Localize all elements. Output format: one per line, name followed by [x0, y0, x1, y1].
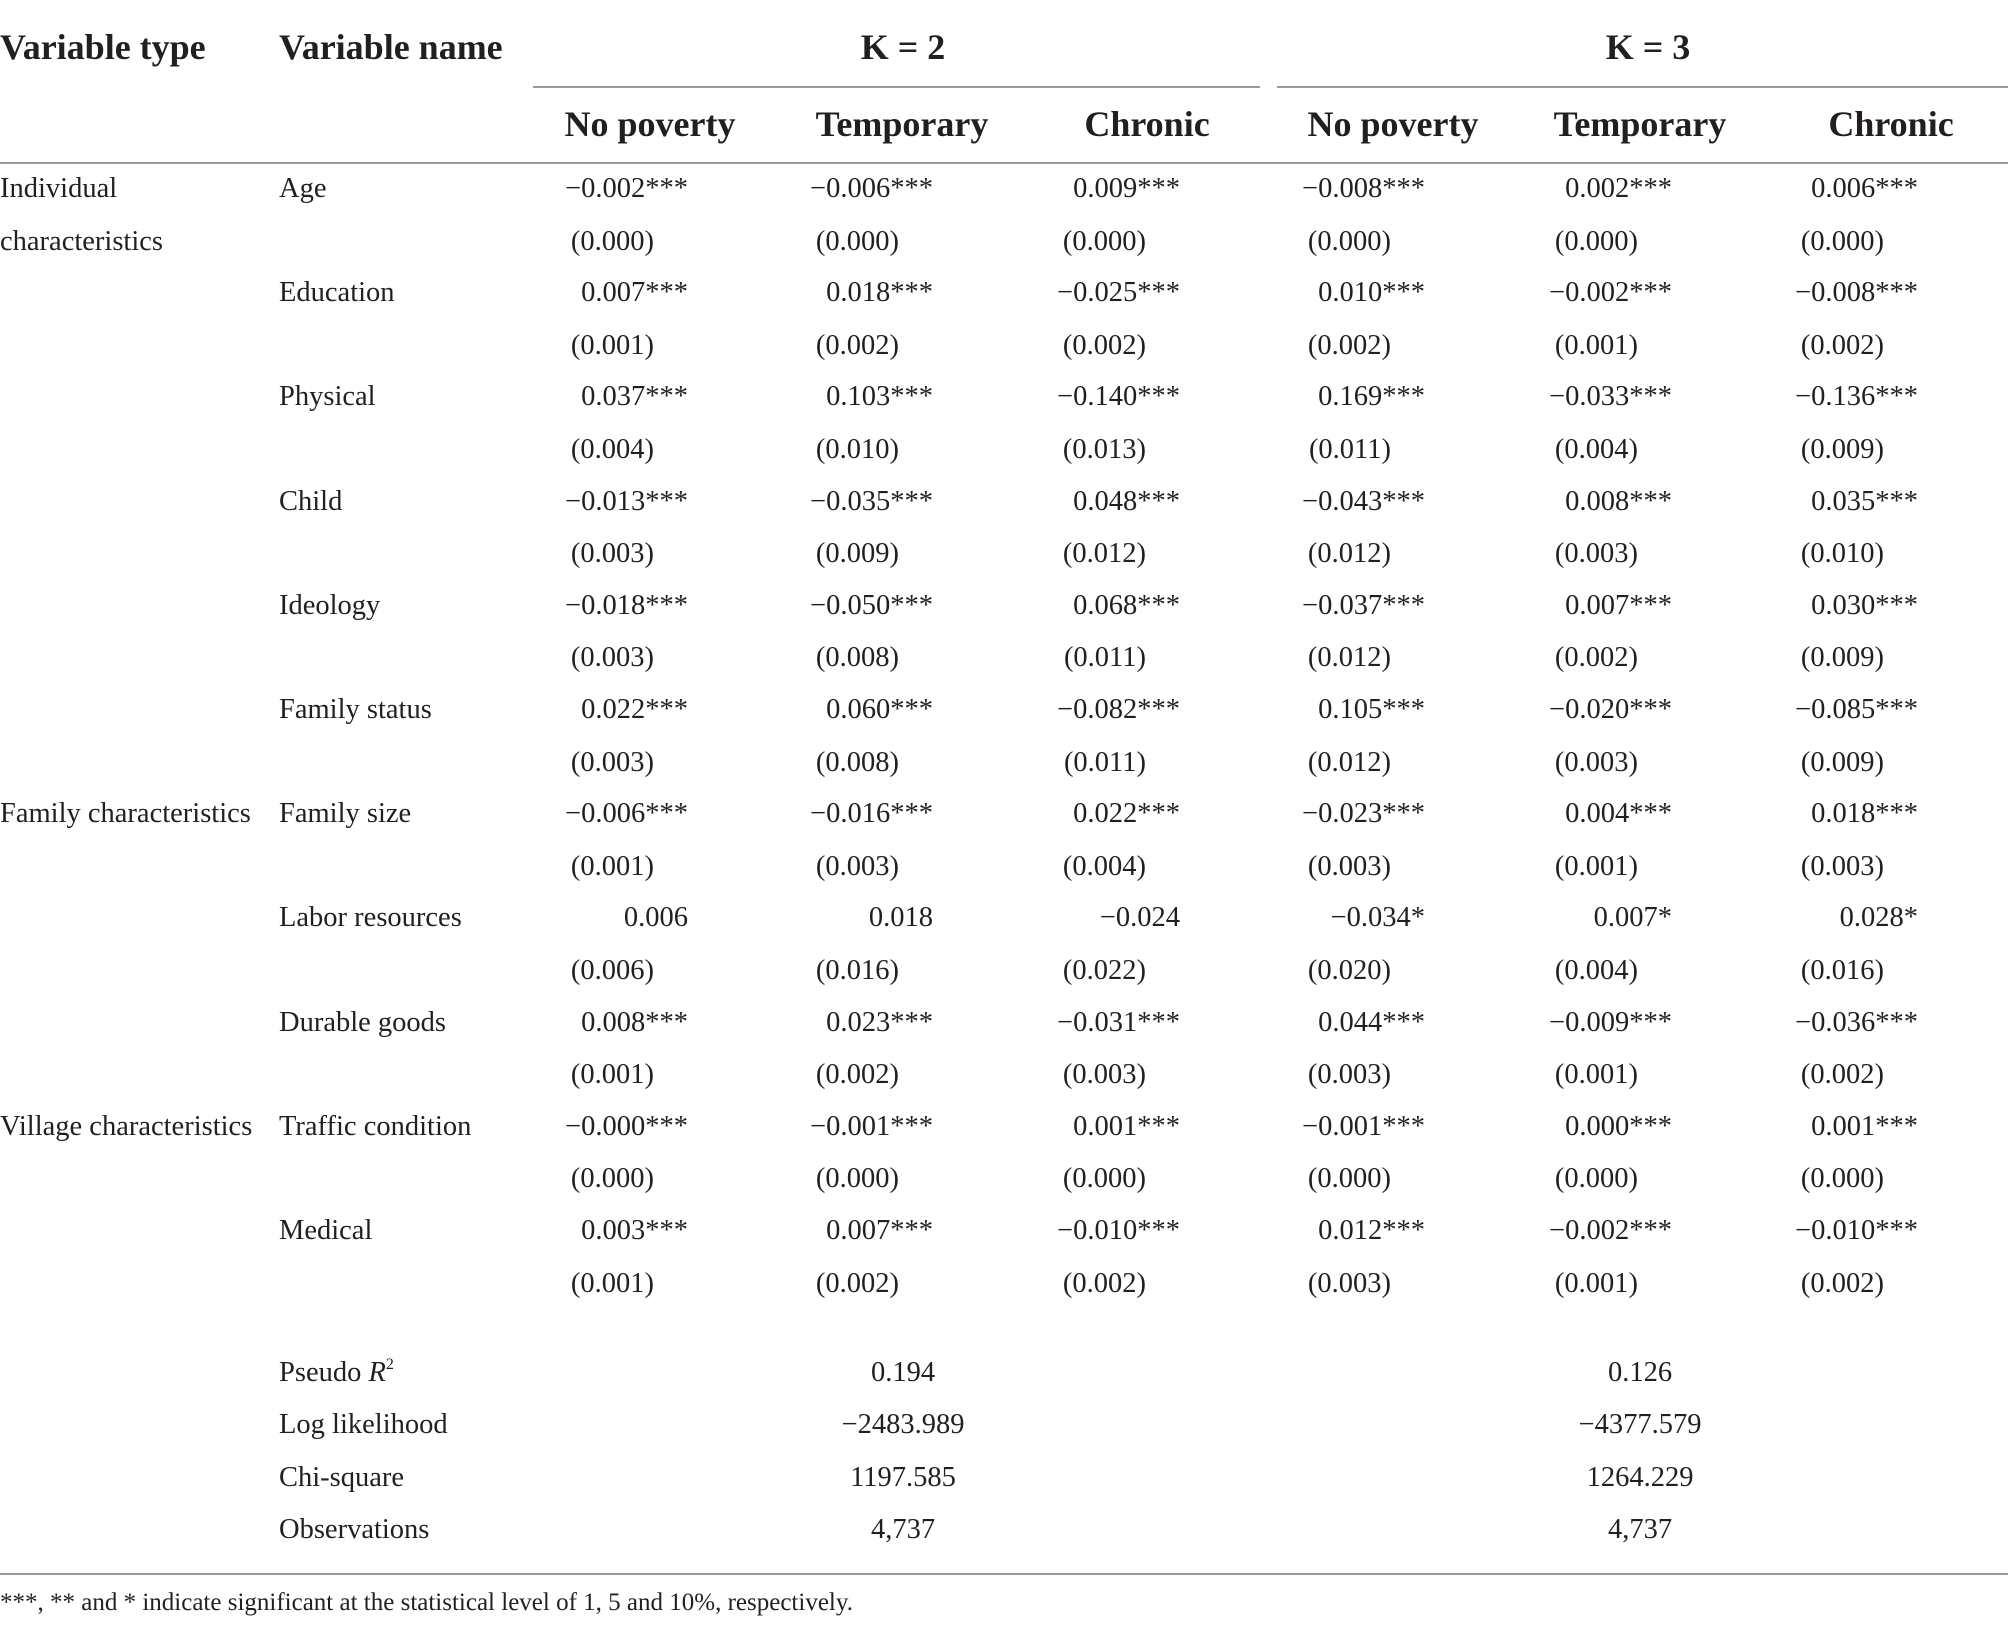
stat-label: [279, 1411, 448, 1440]
stat-value-k3: 1264.229: [1586, 1461, 1694, 1493]
variable-name: Labor resources: [279, 902, 462, 934]
se-cell: (0.016): [1800, 954, 1884, 986]
se-cell: (0.009): [1800, 433, 1884, 465]
coef-cell: 0.008***: [1565, 485, 1672, 517]
se-cell: (0.003): [1307, 1267, 1391, 1299]
se-cell: (0.002): [815, 1059, 899, 1091]
coef-cell: −0.006***: [810, 173, 933, 204]
coef-cell: −0.000***: [565, 1110, 688, 1142]
coef-cell: 0.018***: [826, 277, 933, 309]
variable-name: Ideology: [279, 589, 381, 621]
coef-cell: 0.001***: [1073, 1110, 1180, 1142]
coef-cell: −0.025***: [1057, 277, 1180, 309]
header-group-k2: K = 2: [860, 27, 946, 67]
se-cell: (0.002): [1800, 1267, 1884, 1299]
coef-cell: −0.034*: [1330, 902, 1425, 934]
variable-name: Traffic condition: [279, 1110, 472, 1142]
se-cell: (0.001): [570, 329, 654, 361]
coef-cell: 0.000***: [1565, 1110, 1672, 1142]
stat-value-k3: −4377.579: [1578, 1409, 1702, 1441]
se-cell: (0.000): [1554, 1163, 1638, 1195]
subheader-k2-chronic: Chronic: [1084, 104, 1210, 144]
coef-cell: −0.009***: [1549, 1006, 1672, 1038]
coef-cell: 0.009***: [1073, 173, 1180, 204]
coef-cell: −0.136***: [1795, 381, 1918, 413]
coef-cell: −0.008***: [1795, 277, 1918, 309]
se-cell: (0.001): [570, 1059, 654, 1091]
coef-cell: 0.028*: [1839, 902, 1918, 934]
coef-cell: −0.024: [1099, 902, 1180, 934]
coef-cell: 0.037***: [581, 381, 688, 413]
se-cell: (0.001): [1554, 850, 1638, 882]
coef-cell: 0.105***: [1318, 694, 1425, 725]
se-cell: (0.003): [1800, 850, 1884, 882]
se-cell: (0.003): [570, 746, 654, 778]
coef-cell: 0.007***: [1565, 589, 1672, 621]
coef-cell: 0.003***: [581, 1215, 688, 1246]
stat-label: [279, 1356, 394, 1388]
coef-cell: −0.082***: [1057, 694, 1180, 725]
se-cell: (0.000): [815, 1163, 899, 1195]
subheader-k2-no-poverty: No poverty: [564, 104, 736, 144]
header-variable-name: Variable name: [279, 27, 503, 67]
coef-cell: 0.007***: [581, 277, 688, 309]
se-cell: (0.012): [1307, 538, 1391, 570]
variable-type-label: Village characteristics: [0, 1110, 253, 1142]
stat-value-k2: 1197.585: [850, 1461, 956, 1493]
coef-cell: −0.037***: [1302, 589, 1425, 621]
coef-cell: −0.010***: [1795, 1215, 1918, 1246]
se-cell: (0.001): [1554, 329, 1638, 361]
coef-cell: 0.001***: [1811, 1110, 1918, 1142]
se-cell: (0.011): [1063, 746, 1146, 778]
se-cell: (0.004): [1554, 433, 1638, 465]
variable-name: Durable goods: [279, 1006, 447, 1038]
se-cell: (0.012): [1062, 538, 1146, 570]
coef-cell: −0.013***: [565, 485, 688, 517]
se-cell: (0.000): [1800, 1163, 1884, 1195]
coef-cell: −0.002***: [565, 173, 688, 204]
table-bottom-rule: [0, 1573, 2008, 1575]
se-cell: (0.010): [815, 433, 899, 465]
se-cell: (0.003): [570, 538, 654, 570]
stat-label: [279, 1513, 430, 1545]
stat-value-k3: 0.126: [1607, 1357, 1673, 1388]
coef-cell: −0.006***: [565, 798, 688, 830]
se-cell: (0.000): [570, 225, 654, 257]
stat-label-text: Observations: [279, 1513, 430, 1545]
coef-cell: −0.036***: [1795, 1006, 1918, 1038]
se-cell: (0.009): [1800, 642, 1884, 674]
coef-cell: 0.022***: [1073, 798, 1180, 830]
variable-name: Family size: [279, 798, 412, 830]
se-cell: (0.000): [1800, 225, 1884, 257]
coef-cell: −0.002***: [1549, 1215, 1672, 1246]
se-cell: (0.000): [1062, 1163, 1146, 1195]
se-cell: (0.002): [815, 329, 899, 361]
coef-cell: 0.008***: [581, 1006, 688, 1038]
coef-cell: −0.002***: [1549, 277, 1672, 309]
subheader-k2-temporary: Temporary: [815, 104, 989, 144]
se-cell: (0.000): [815, 225, 899, 257]
se-cell: (0.001): [570, 1267, 654, 1299]
coef-cell: 0.012***: [1318, 1215, 1425, 1246]
coef-cell: −0.023***: [1302, 798, 1425, 830]
se-cell: (0.011): [1063, 642, 1146, 674]
coef-cell: −0.033***: [1549, 381, 1672, 413]
coef-cell: 0.006***: [1811, 173, 1918, 204]
se-cell: (0.004): [1554, 954, 1638, 986]
se-cell: (0.000): [570, 1163, 654, 1195]
se-cell: (0.000): [1307, 1163, 1391, 1195]
variable-name: Age: [279, 173, 327, 204]
se-cell: (0.011): [1308, 433, 1391, 465]
coef-cell: 0.103***: [826, 381, 933, 413]
coef-cell: −0.008***: [1302, 173, 1425, 204]
se-cell: (0.003): [1307, 850, 1391, 882]
coef-cell: 0.002***: [1565, 173, 1672, 204]
se-cell: (0.010): [1800, 538, 1884, 570]
subheader-k3-no-poverty: No poverty: [1307, 104, 1479, 144]
se-cell: (0.000): [1062, 225, 1146, 257]
coef-cell: −0.085***: [1795, 694, 1918, 725]
footnote: ***, ** and * indicate significant at the statistical level of 1, 5 and 10%, respectively.: [0, 1589, 853, 1616]
coef-cell: 0.068***: [1073, 589, 1180, 621]
subheader-k3-chronic: Chronic: [1828, 104, 1954, 144]
coef-cell: 0.035***: [1811, 485, 1918, 517]
se-cell: (0.002): [1554, 642, 1638, 674]
coef-cell: −0.001***: [810, 1110, 933, 1142]
se-cell: (0.012): [1307, 642, 1391, 674]
se-cell: (0.016): [815, 954, 899, 986]
variable-name: Physical: [279, 381, 376, 413]
coef-cell: −0.020***: [1549, 694, 1672, 725]
coef-cell: −0.018***: [565, 589, 688, 621]
coef-cell: 0.018***: [1811, 798, 1918, 830]
coef-cell: 0.018: [868, 902, 933, 934]
se-cell: (0.008): [815, 642, 899, 674]
coef-cell: 0.004***: [1565, 798, 1672, 830]
se-cell: (0.002): [1800, 1059, 1884, 1091]
se-cell: (0.004): [1062, 850, 1146, 882]
se-cell: (0.003): [815, 850, 899, 882]
se-cell: (0.003): [1554, 538, 1638, 570]
coef-cell: −0.001***: [1302, 1110, 1425, 1142]
coef-cell: 0.048***: [1073, 485, 1180, 517]
se-cell: (0.001): [1554, 1059, 1638, 1091]
se-cell: (0.006): [570, 954, 654, 986]
coef-cell: 0.007***: [826, 1215, 933, 1246]
se-cell: (0.002): [1800, 329, 1884, 361]
se-cell: (0.009): [1800, 746, 1884, 778]
coef-cell: −0.050***: [810, 589, 933, 621]
header-variable-type: Variable type: [0, 27, 206, 67]
variable-name: Family status: [279, 694, 432, 725]
se-cell: (0.022): [1062, 954, 1146, 986]
se-cell: (0.000): [1554, 225, 1638, 257]
stat-label-text: Chi-square: [279, 1461, 405, 1493]
variable-name: Child: [279, 485, 343, 517]
se-cell: (0.002): [1307, 329, 1391, 361]
se-cell: (0.000): [1307, 225, 1391, 257]
stat-label-text: Log likelihood: [279, 1409, 448, 1441]
variable-name: Medical: [279, 1215, 373, 1246]
coef-cell: 0.022***: [581, 694, 688, 725]
se-cell: (0.020): [1307, 954, 1391, 986]
se-cell: (0.004): [570, 433, 654, 465]
se-cell: (0.009): [815, 538, 899, 570]
se-cell: (0.002): [1062, 1267, 1146, 1299]
coef-cell: 0.007*: [1593, 902, 1672, 934]
se-cell: (0.012): [1307, 746, 1391, 778]
stat-value-k3: 4,737: [1607, 1513, 1673, 1545]
coef-cell: 0.023***: [826, 1006, 933, 1038]
header-group-k3: K = 3: [1605, 27, 1691, 67]
stat-value-k2: 4,737: [870, 1513, 936, 1545]
coef-cell: 0.010***: [1318, 277, 1425, 309]
coef-cell: −0.035***: [810, 485, 933, 517]
se-cell: (0.008): [815, 746, 899, 778]
subheader-k3-temporary: Temporary: [1553, 104, 1727, 144]
coef-cell: −0.016***: [810, 798, 933, 830]
se-cell: (0.001): [570, 850, 654, 882]
se-cell: (0.001): [1554, 1267, 1638, 1299]
stat-label-superscript: 2: [385, 1356, 394, 1373]
coef-cell: 0.060***: [826, 694, 933, 725]
coef-cell: −0.010***: [1057, 1215, 1180, 1246]
coef-cell: 0.044***: [1318, 1006, 1425, 1038]
stat-value-k2: 0.194: [870, 1357, 936, 1388]
stat-value-k2: −2483.989: [841, 1409, 965, 1441]
group-rule-k2: [533, 86, 1260, 88]
stat-label: [279, 1461, 405, 1493]
se-cell: (0.003): [1554, 746, 1638, 778]
coef-cell: 0.030***: [1811, 589, 1918, 621]
variable-name: Education: [279, 277, 395, 309]
se-cell: (0.013): [1062, 433, 1146, 465]
header-bottom-rule: [0, 162, 2008, 164]
se-cell: (0.002): [1062, 329, 1146, 361]
variable-type-label: Individual: [0, 173, 118, 204]
coef-cell: 0.006: [623, 902, 688, 934]
stat-label-text: Pseudo R: [279, 1357, 386, 1388]
se-cell: (0.003): [1062, 1059, 1146, 1091]
coef-cell: 0.169***: [1318, 381, 1425, 413]
se-cell: (0.003): [1307, 1059, 1391, 1091]
group-rule-k3: [1277, 86, 2008, 88]
se-cell: (0.003): [570, 642, 654, 674]
coef-cell: −0.140***: [1057, 381, 1180, 413]
variable-type-label: Family characteristics: [0, 798, 251, 830]
coef-cell: −0.043***: [1302, 485, 1425, 517]
variable-type-label: characteristics: [0, 225, 163, 257]
se-cell: (0.002): [815, 1267, 899, 1299]
coef-cell: −0.031***: [1057, 1006, 1180, 1038]
